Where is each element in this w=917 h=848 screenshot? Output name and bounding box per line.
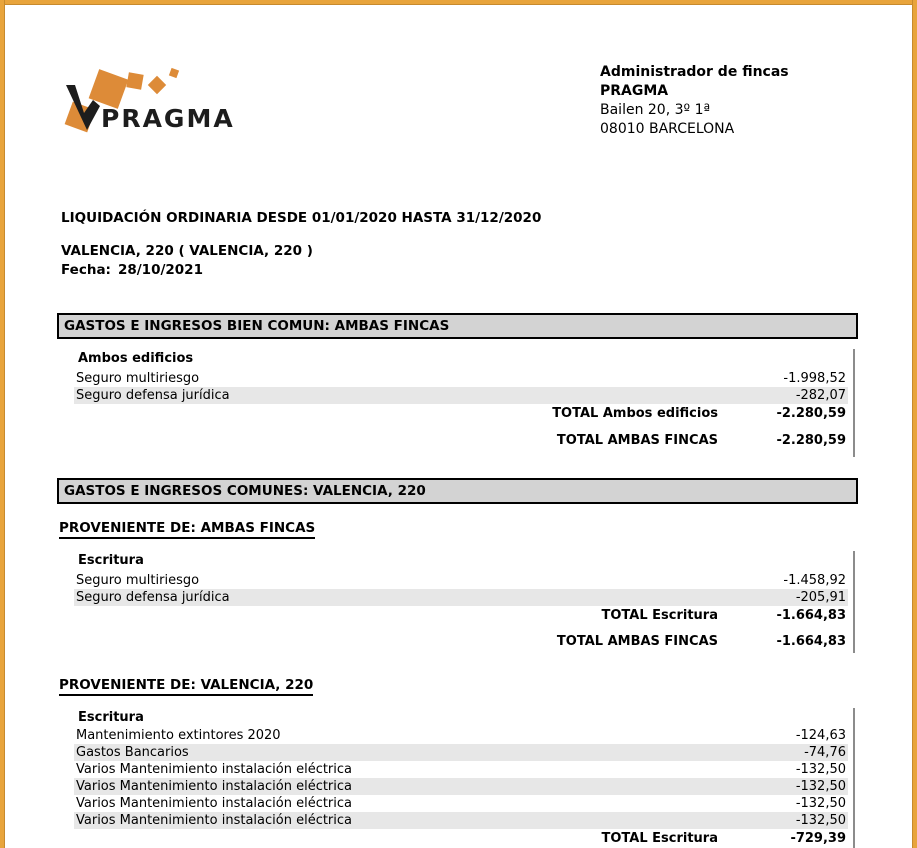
letterhead-company: PRAGMA	[600, 83, 669, 99]
table-row	[74, 744, 848, 761]
section3-provenance-title	[59, 677, 313, 693]
row-value: -74,76	[804, 745, 846, 760]
section2-rows	[74, 572, 848, 606]
row-value: -1.998,52	[783, 371, 846, 386]
row-label: Seguro multiriesgo	[76, 371, 200, 386]
row-value: -1.458,92	[783, 573, 846, 588]
section3-total-row	[74, 831, 848, 848]
total-value: -1.664,83	[776, 608, 846, 623]
table-row	[74, 572, 848, 589]
date-value: 28/10/2021	[117, 262, 203, 278]
section2-group-title: Escritura	[78, 553, 144, 568]
total-value: -729,39	[790, 831, 846, 846]
row-value: -282,07	[795, 388, 846, 403]
grand-total-label: TOTAL AMBAS FINCAS	[556, 433, 718, 448]
section1-rows	[74, 370, 848, 404]
section1-header-title: GASTOS E INGRESOS BIEN COMUN: AMBAS FINCAS	[64, 318, 450, 334]
row-value: -132,50	[795, 813, 846, 828]
table-row	[74, 589, 848, 606]
section2-header-bar	[57, 478, 858, 504]
row-value: -205,91	[795, 590, 846, 605]
row-label: Mantenimiento extintores 2020	[76, 728, 281, 743]
row-value: -132,50	[795, 796, 846, 811]
row-label: Varios Mantenimiento instalación eléctrica	[76, 796, 353, 811]
section1-grand-total-row	[74, 433, 848, 450]
section1-group-title: Ambos edificios	[78, 351, 194, 366]
grand-total-value: -1.664,83	[776, 634, 846, 649]
table-row	[74, 795, 848, 812]
row-label: Gastos Bancarios	[76, 745, 189, 760]
provenance-text: PROVENIENTE DE: VALENCIA, 220	[59, 677, 313, 696]
table-row	[74, 812, 848, 829]
section2-table-rule	[853, 551, 855, 653]
row-value: -132,50	[795, 779, 846, 794]
grand-total-label: TOTAL AMBAS FINCAS	[556, 634, 718, 649]
row-label: Varios Mantenimiento instalación eléctrica	[76, 813, 353, 828]
table-row	[74, 370, 848, 387]
section2-provenance-title	[59, 520, 315, 536]
section2-total-row	[74, 608, 848, 625]
section3-table-rule	[853, 708, 855, 848]
row-label: Varios Mantenimiento instalación eléctrica	[76, 779, 353, 794]
section1-total-row	[74, 406, 848, 423]
total-label: TOTAL Ambos edificios	[552, 406, 718, 421]
table-row	[74, 727, 848, 744]
total-label: TOTAL Escritura	[601, 608, 718, 623]
pragma-logo-text: PRAGMA	[101, 104, 235, 133]
section3-group-title: Escritura	[78, 710, 144, 725]
section2-grand-total-row	[74, 634, 848, 651]
page-border-top	[0, 0, 917, 5]
row-label: Seguro defensa jurídica	[76, 590, 230, 605]
letterhead-role: Administrador de fincas	[600, 64, 789, 80]
page-border-left	[0, 0, 5, 848]
row-value: -132,50	[795, 762, 846, 777]
section1-table-rule	[853, 349, 855, 457]
document-subtitle: VALENCIA, 220 ( VALENCIA, 220 )	[61, 243, 313, 259]
letterhead-address: Bailen 20, 3º 1ª	[600, 102, 711, 118]
table-row	[74, 778, 848, 795]
page-border-right	[912, 0, 917, 848]
table-row	[74, 387, 848, 404]
provenance-text: PROVENIENTE DE: AMBAS FINCAS	[59, 520, 315, 539]
grand-total-value: -2.280,59	[776, 433, 846, 448]
letterhead	[600, 63, 789, 139]
letterhead-city: 08010 BARCELONA	[600, 121, 735, 137]
document-date	[61, 262, 203, 278]
section2-header-title: GASTOS E INGRESOS COMUNES: VALENCIA, 220	[64, 483, 426, 499]
total-value: -2.280,59	[776, 406, 846, 421]
section1-header-bar	[57, 313, 858, 339]
row-label: Varios Mantenimiento instalación eléctrica	[76, 762, 353, 777]
section3-rows	[74, 727, 848, 829]
row-label: Seguro defensa jurídica	[76, 388, 230, 403]
table-row	[74, 761, 848, 778]
date-label: Fecha:	[61, 262, 111, 278]
document-title: LIQUIDACIÓN ORDINARIA DESDE 01/01/2020 HASTA 31/12/2020	[61, 210, 542, 226]
row-label: Seguro multiriesgo	[76, 573, 200, 588]
total-label: TOTAL Escritura	[601, 831, 718, 846]
row-value: -124,63	[795, 728, 846, 743]
